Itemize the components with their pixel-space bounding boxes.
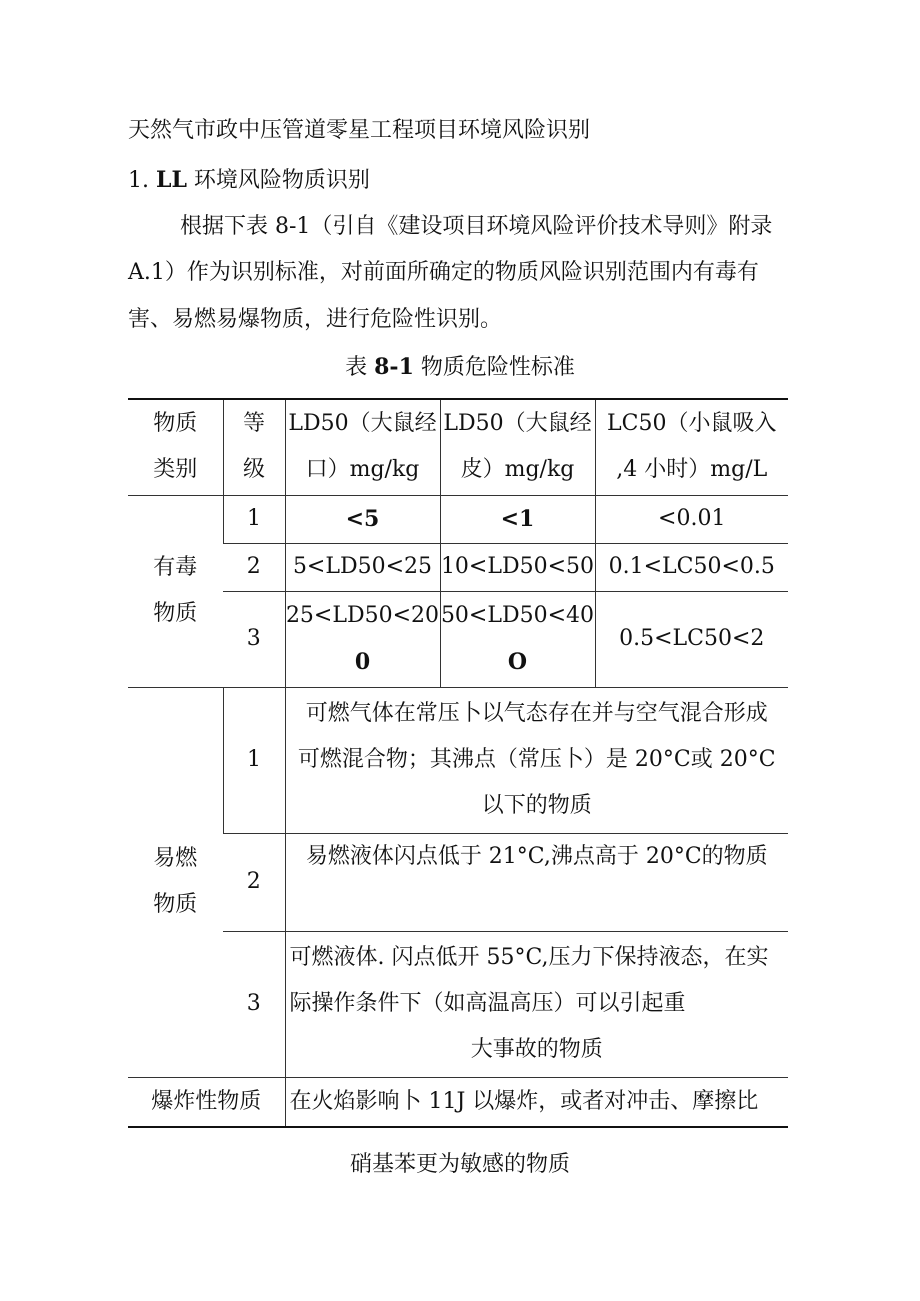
hazard-standard-table — [128, 398, 788, 1128]
caption-prefix: 表 — [345, 355, 375, 380]
table-row — [128, 495, 788, 543]
ld50-skin-cell: <1 — [440, 495, 595, 543]
continuation-text: 硝基苯更为敏感的物质 — [349, 1152, 570, 1177]
paragraph-line-1: 根据下表 8-1（引自《建设项目环境风险评价技术导则》附录 — [180, 214, 773, 239]
header-ld50-oral: LD50（大鼠经 口）mg/kg — [285, 399, 440, 495]
grade-cell: 3 — [223, 591, 285, 687]
flammable-description: 可燃气体在常压卜以气态存在并与空气混合形成 可燃混合物；其沸点（常压卜）是 20°C或 20°C 以下的物质 — [285, 687, 788, 833]
flammable-description: 易燃液体闪点低于 21°C,沸点高于 20°C的物质 — [285, 833, 788, 931]
ld50-oral-cell: 25<LD50<20 0 — [285, 591, 440, 687]
section-heading-text: 环境风险物质识别 — [186, 168, 370, 193]
table-row — [128, 543, 788, 591]
category-toxic: 有毒 物质 — [128, 495, 223, 687]
table-row — [128, 1077, 788, 1127]
lc50-cell: 0.1<LC50<0.5 — [595, 543, 788, 591]
grade-cell: 2 — [223, 833, 285, 931]
section-heading — [128, 165, 370, 196]
flammable-description: 可燃液体. 闪点低开 55°C,压力下保持液态，在实 际操作条件下（如高温高压）可以引起重 大事故的物质 — [285, 931, 788, 1077]
header-category: 物质 类别 — [128, 399, 223, 495]
lc50-cell: 0.5<LC50<2 — [595, 591, 788, 687]
ld50-skin-cell: 50<LD50<40 O — [440, 591, 595, 687]
table-row — [128, 931, 788, 1077]
paragraph-line-3: 害、易燃易爆物质，进行危险性识别。 — [128, 307, 503, 332]
ld50-oral-cell: 5<LD50<25 — [285, 543, 440, 591]
grade-cell: 3 — [223, 931, 285, 1077]
header-lc50: LC50（小鼠吸入 ,4 小时）mg/L — [595, 399, 788, 495]
caption-text: 物质危险性标准 — [413, 355, 575, 380]
header-ld50-skin: LD50（大鼠经 皮）mg/kg — [440, 399, 595, 495]
section-number: 1. — [128, 168, 156, 193]
table-caption — [0, 352, 920, 383]
explosive-description: 在火焰影响卜 11J 以爆炸，或者对冲击、摩擦比 — [285, 1077, 788, 1127]
paragraph-line-2: A.1）作为识别标准，对前面所确定的物质风险识别范围内有毒有 — [128, 260, 759, 285]
ld50-oral-cell: <5 — [285, 495, 440, 543]
table-row — [128, 687, 788, 833]
document-title: 天然气市政中压管道零星工程项目环境风险识别 — [128, 118, 591, 143]
table-row — [128, 591, 788, 687]
table-row — [128, 833, 788, 931]
ld50-skin-cell: 10<LD50<50 — [440, 543, 595, 591]
caption-number: 8-1 — [374, 354, 414, 380]
table-header-row — [128, 399, 788, 495]
header-grade: 等 级 — [223, 399, 285, 495]
grade-cell: 1 — [223, 495, 285, 543]
section-heading-bold: LL — [155, 167, 187, 193]
category-explosive: 爆炸性物质 — [128, 1077, 285, 1127]
grade-cell: 2 — [223, 543, 285, 591]
grade-cell: 1 — [223, 687, 285, 833]
category-flammable: 易燃 物质 — [128, 687, 223, 1077]
lc50-cell: <0.01 — [595, 495, 788, 543]
